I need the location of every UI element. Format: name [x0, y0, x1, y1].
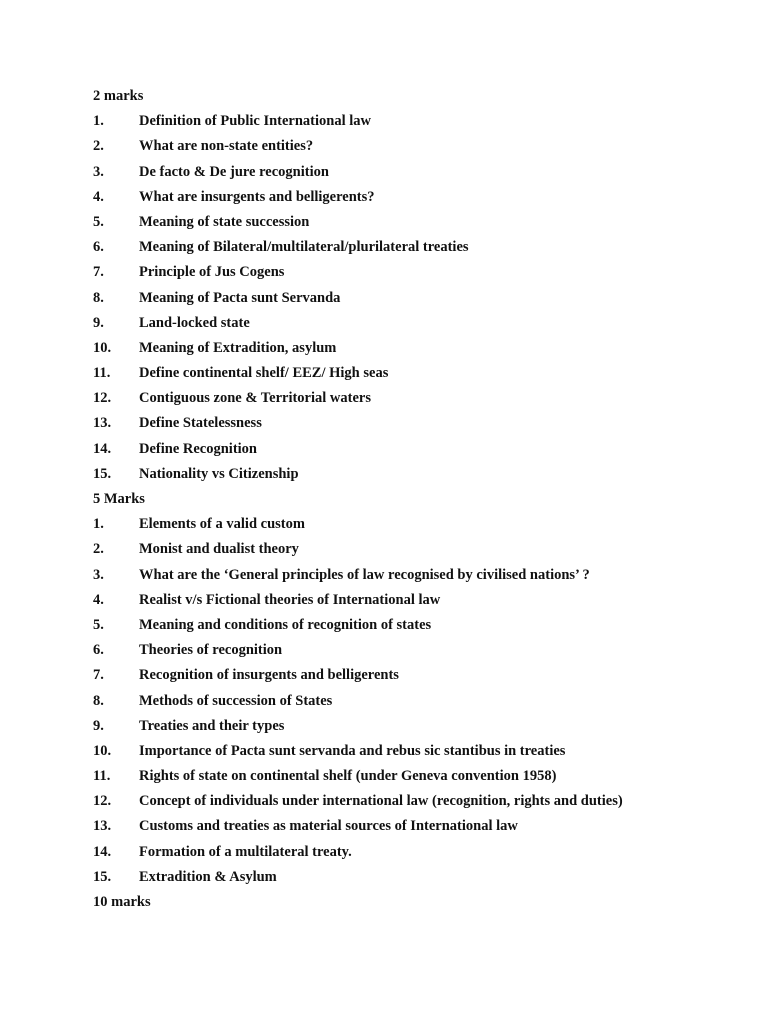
item-number: 12.	[93, 390, 112, 407]
list-item	[93, 791, 733, 816]
list-item	[93, 237, 733, 262]
item-number: 14.	[93, 843, 112, 860]
item-number: 3.	[93, 163, 104, 180]
list-item	[93, 262, 733, 287]
item-number: 7.	[93, 667, 104, 684]
item-text: Definition of Public International law	[139, 113, 372, 130]
section-heading-5-marks: 5 Marks	[93, 491, 145, 507]
item-number: 11.	[93, 365, 111, 382]
item-text: Define Recognition	[139, 440, 257, 457]
list-item	[93, 464, 733, 489]
item-text: Meaning and conditions of recognition of states	[139, 616, 432, 633]
item-text: Nationality vs Citizenship	[139, 465, 299, 482]
item-text: Meaning of Bilateral/multilateral/plurilateral treaties	[139, 239, 469, 256]
item-number: 5.	[93, 213, 104, 230]
list-item	[93, 288, 733, 313]
item-text: De facto & De jure recognition	[139, 163, 329, 180]
list-item	[93, 539, 733, 564]
list-item	[93, 741, 733, 766]
list-item	[93, 565, 733, 590]
item-text: Importance of Pacta sunt servanda and rebus sic stantibus in treaties	[139, 742, 566, 759]
item-number: 7.	[93, 264, 104, 281]
item-text: Recognition of insurgents and belligerents	[139, 667, 399, 684]
item-text: Principle of Jus Cogens	[139, 264, 285, 281]
item-number: 15.	[93, 465, 112, 482]
item-number: 13.	[93, 818, 112, 835]
item-number: 9.	[93, 717, 104, 734]
list-item	[93, 665, 733, 690]
item-number: 6.	[93, 239, 104, 256]
item-text: Monist and dualist theory	[139, 541, 299, 558]
item-number: 10.	[93, 742, 112, 759]
item-number: 1.	[93, 113, 104, 130]
item-text: Extradition & Asylum	[139, 868, 277, 885]
item-number: 5.	[93, 616, 104, 633]
list-item	[93, 615, 733, 640]
list-item	[93, 439, 733, 464]
list-item	[93, 111, 733, 136]
list-item	[93, 590, 733, 615]
section-heading-10-marks: 10 marks	[93, 894, 151, 910]
list-item	[93, 816, 733, 841]
item-text: Formation of a multilateral treaty.	[139, 843, 352, 860]
item-text: What are insurgents and belligerents?	[139, 188, 375, 205]
list-item	[93, 766, 733, 791]
list-item	[93, 187, 733, 212]
item-number: 11.	[93, 768, 111, 785]
item-text: Elements of a valid custom	[139, 516, 305, 533]
item-number: 15.	[93, 868, 112, 885]
item-number: 2.	[93, 138, 104, 155]
list-item	[93, 842, 733, 867]
section-heading-2-marks: 2 marks	[93, 88, 144, 104]
item-number: 14.	[93, 440, 112, 457]
list-item	[93, 716, 733, 741]
item-text: Land-locked state	[139, 314, 250, 331]
list-item	[93, 363, 733, 388]
list-item	[93, 338, 733, 363]
item-text: What are the ‘General principles of law recognised by civilised nations’ ?	[139, 566, 590, 583]
item-text: Contiguous zone & Territorial waters	[139, 390, 371, 407]
list-item	[93, 162, 733, 187]
item-text: Treaties and their types	[139, 717, 285, 734]
list-item	[93, 691, 733, 716]
list-item	[93, 640, 733, 665]
item-number: 3.	[93, 566, 104, 583]
list-item	[93, 413, 733, 438]
item-text: Define Statelessness	[139, 415, 262, 432]
item-number: 10.	[93, 339, 112, 356]
item-number: 8.	[93, 692, 104, 709]
item-text: Methods of succession of States	[139, 692, 333, 709]
item-text: Rights of state on continental shelf (under Geneva convention 1958)	[139, 768, 557, 785]
list-item	[93, 867, 733, 892]
list-item	[93, 136, 733, 161]
item-number: 6.	[93, 642, 104, 659]
item-number: 1.	[93, 516, 104, 533]
item-number: 4.	[93, 591, 104, 608]
item-text: Concept of individuals under international law (recognition, rights and duties)	[139, 793, 623, 810]
question-list	[93, 86, 733, 917]
item-number: 4.	[93, 188, 104, 205]
item-text: Meaning of Pacta sunt Servanda	[139, 289, 341, 306]
item-text: Customs and treaties as material sources of International law	[139, 818, 518, 835]
item-number: 2.	[93, 541, 104, 558]
item-number: 13.	[93, 415, 112, 432]
item-number: 9.	[93, 314, 104, 331]
item-text: Realist v/s Fictional theories of International law	[139, 591, 441, 608]
item-text: Define continental shelf/ EEZ/ High seas	[139, 365, 389, 382]
item-text: Theories of recognition	[139, 642, 283, 659]
item-text: Meaning of state succession	[139, 213, 310, 230]
list-item	[93, 388, 733, 413]
list-item	[93, 313, 733, 338]
item-number: 12.	[93, 793, 112, 810]
list-item	[93, 514, 733, 539]
list-item	[93, 212, 733, 237]
item-text: What are non-state entities?	[139, 138, 314, 155]
item-number: 8.	[93, 289, 104, 306]
item-text: Meaning of Extradition, asylum	[139, 339, 337, 356]
